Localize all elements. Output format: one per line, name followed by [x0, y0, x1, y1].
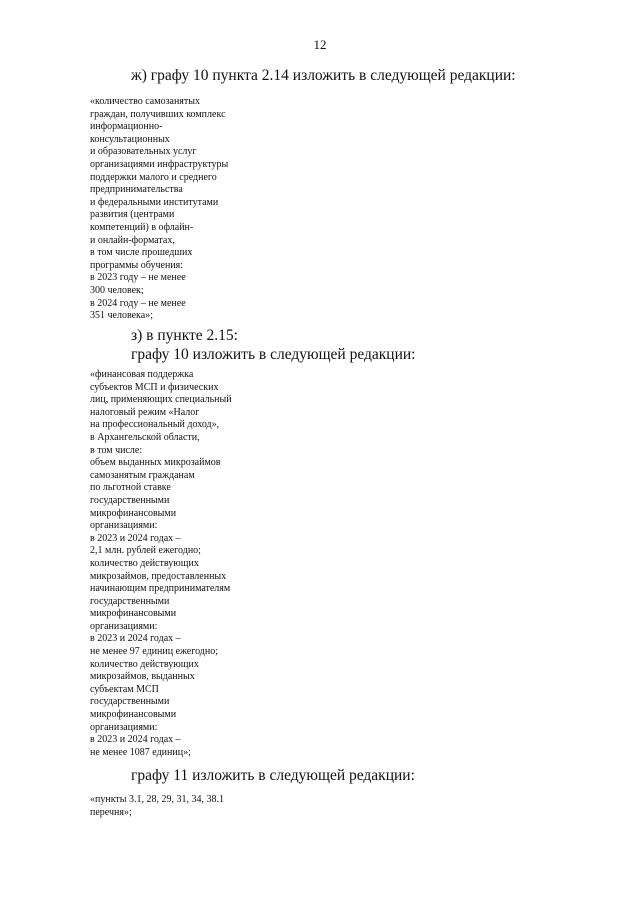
text-line: субъектам МСП [90, 683, 159, 695]
text-line: микрофинансовыми [90, 608, 177, 620]
text-line: организациями инфраструктуры [90, 158, 229, 170]
text-line: начинающим предпринимателям [90, 583, 231, 595]
text-line: на профессиональный доход», [90, 419, 220, 431]
text-line: микрофинансовыми [90, 507, 177, 519]
text-line: в 2024 году – не менее [90, 297, 186, 309]
text-line: количество действующих [90, 557, 199, 569]
text-line: в том числе прошедших [90, 247, 193, 259]
heading-item-z: з) в пункте 2.15: [131, 327, 238, 344]
text-line: в 2023 и 2024 годах – [90, 734, 181, 746]
text-line: объем выданных микрозаймов [90, 457, 221, 469]
text-line: перечня»; [90, 806, 132, 818]
heading-item-zh: ж) графу 10 пункта 2.14 изложить в следующей редакции: [131, 67, 516, 84]
text-line: организациями: [90, 520, 158, 532]
text-line: в 2023 году – не менее [90, 272, 186, 284]
text-line: не менее 97 единиц ежегодно; [90, 646, 219, 658]
text-line: 2,1 млн. рублей ежегодно; [90, 545, 201, 557]
text-line: компетенций) в офлайн- [90, 221, 194, 233]
text-line: не менее 1087 единиц»; [90, 746, 191, 758]
text-line: развития (центрами [90, 209, 175, 221]
amendment-text-column-11 [90, 794, 224, 819]
text-line: и образовательных услуг [90, 146, 197, 158]
text-line: государственными [90, 494, 170, 506]
amendment-text-zh [90, 96, 228, 323]
text-line: информационно- [90, 121, 163, 133]
text-line: и онлайн-форматах, [90, 234, 175, 246]
text-line: организациями: [90, 721, 158, 733]
page-number: 12 [313, 37, 327, 52]
text-line: «финансовая поддержка [90, 369, 194, 380]
text-line: «пункты 3.1, 28, 29, 31, 34, 38.1 [90, 794, 225, 805]
text-line: микрозаймов, предоставленных [90, 570, 227, 582]
text-line: налоговый режим «Налог [90, 406, 200, 418]
text-line: организациями: [90, 620, 158, 632]
text-line: «количество самозанятых [90, 96, 200, 107]
text-line: лиц, применяющих специальный [90, 394, 232, 406]
text-line: в Архангельской области, [90, 431, 200, 443]
text-line: поддержки малого и среднего [90, 171, 217, 183]
text-line: государственными [90, 595, 170, 607]
text-line: по льготной ставке [90, 482, 171, 494]
text-line: в 2023 и 2024 годах – [90, 532, 181, 544]
text-line: консультационных [90, 133, 170, 145]
text-line: и федеральными институтами [90, 196, 219, 208]
text-line: самозанятым гражданам [90, 469, 195, 481]
text-line: граждан, получивших комплекс [90, 108, 226, 120]
text-line: количество действующих [90, 658, 199, 670]
text-line: субъектов МСП и физических [90, 381, 219, 393]
text-line: предпринимательства [90, 184, 183, 196]
text-line: микрофинансовыми [90, 709, 177, 721]
text-line: программы обучения: [90, 259, 184, 271]
heading-column-11: графу 11 изложить в следующей редакции: [131, 767, 415, 784]
text-line: государственными [90, 696, 170, 708]
heading-item-z-column-10: графу 10 изложить в следующей редакции: [131, 346, 416, 363]
text-line: микрозаймов, выданных [90, 671, 195, 683]
text-line: в том числе: [90, 444, 143, 456]
text-line: 351 человека»; [90, 310, 153, 322]
text-line: в 2023 и 2024 годах – [90, 633, 181, 645]
amendment-text-z [90, 369, 232, 759]
text-line: 300 человек; [90, 284, 144, 296]
